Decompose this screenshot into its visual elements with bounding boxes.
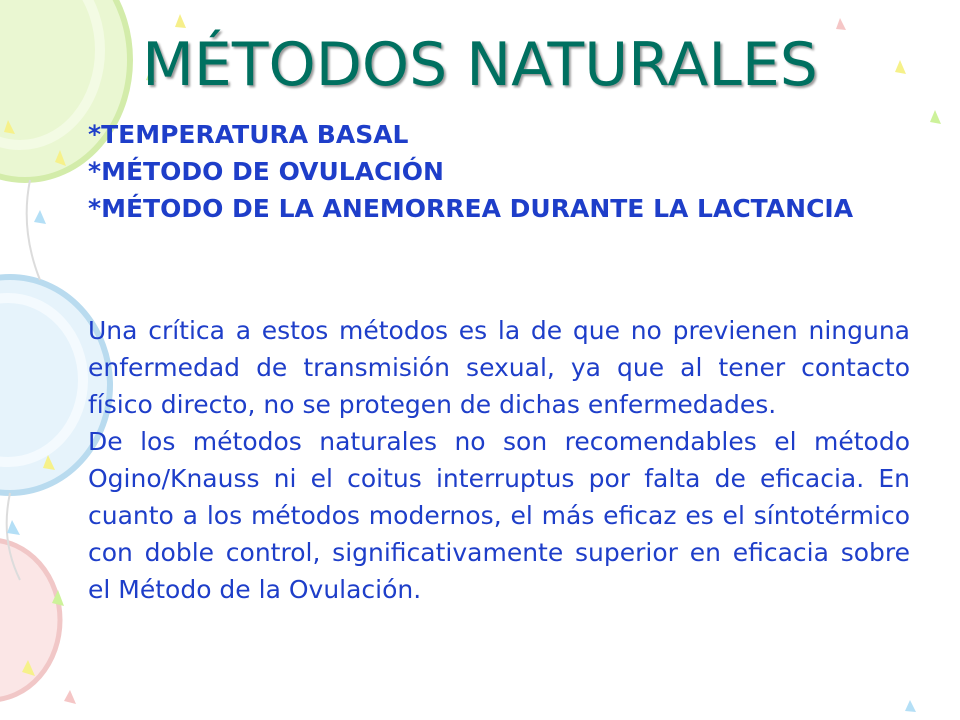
body-text (88, 312, 910, 608)
slide-title: MÉTODOS NATURALES (142, 30, 818, 100)
paragraph-recomendaciones: De los métodos naturales no son recomendables el método Ogino/Knauss ni el coitus interruptus por falta de eficacia. En cuanto a los métodos modernos, el más eficaz es el síntotérmico con doble control, significativamente superior en eficacia sobre el Método de la Ovulación. (88, 427, 910, 604)
paragraph-critica: Una crítica a estos métodos es la de que no previenen ninguna enfermedad de transmisión sexual, ya que al tener contacto físico directo, no se protegen de dichas enfermedades. (88, 316, 910, 419)
method-item-temperatura-basal: *TEMPERATURA BASAL (88, 120, 409, 149)
method-item-anemorrea-lactancia: *MÉTODO DE LA ANEMORREA DURANTE LA LACTANCIA (88, 194, 854, 223)
method-item-ovulacion: *MÉTODO DE OVULACIÓN (88, 157, 444, 186)
method-list (88, 116, 918, 227)
